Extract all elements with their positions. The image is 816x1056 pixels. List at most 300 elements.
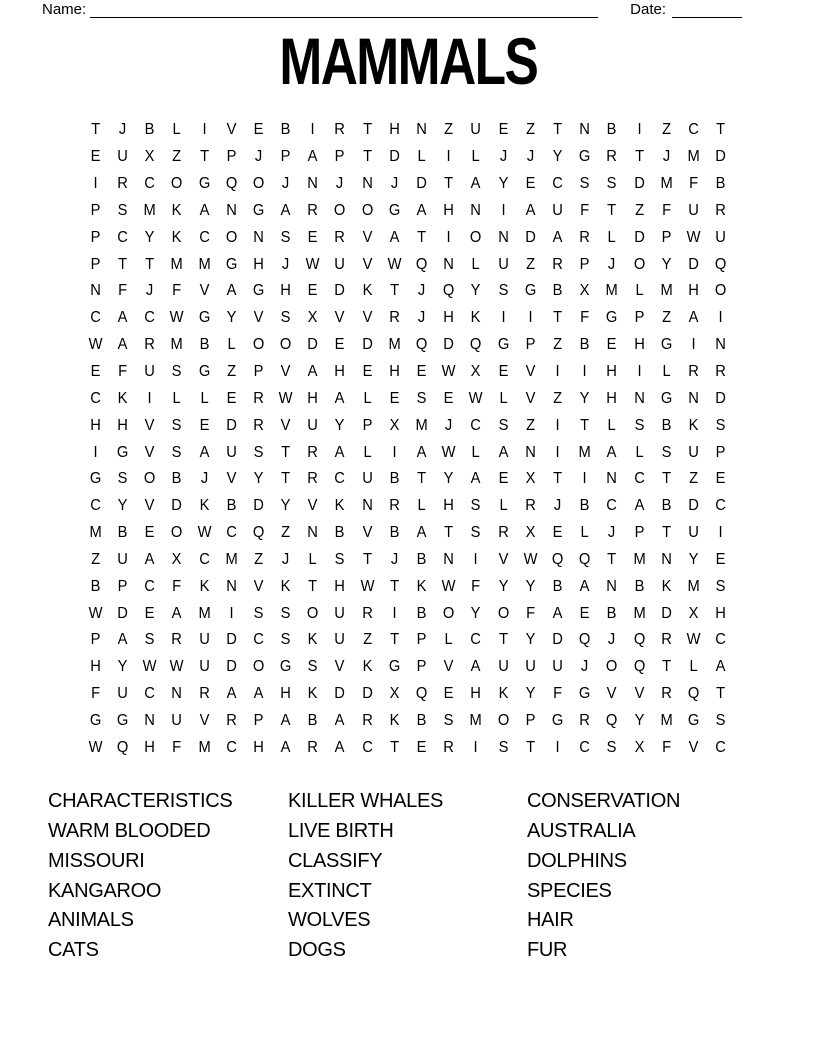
grid-cell-r20-c4: R xyxy=(171,631,183,649)
grid-cell-r2-c6: P xyxy=(226,148,237,166)
word-list-column-1 xyxy=(48,787,288,966)
grid-cell-r19-c16: O xyxy=(497,604,509,622)
grid-cell-r17-c14: N xyxy=(443,550,455,568)
grid-cell-r24-c21: X xyxy=(634,738,644,756)
grid-cell-r2-c13: L xyxy=(417,148,426,166)
grid-cell-r4-c3: M xyxy=(143,201,156,219)
grid-cell-r24-c19: C xyxy=(579,738,591,756)
word-item-kangaroo: KANGAROO xyxy=(48,879,162,902)
grid-cell-r13-c23: U xyxy=(688,443,699,461)
grid-cell-r13-c11: L xyxy=(363,443,372,461)
grid-cell-r5-c14: I xyxy=(446,228,451,246)
grid-cell-r19-c7: S xyxy=(253,604,264,622)
grid-cell-r18-c7: V xyxy=(253,577,264,595)
grid-cell-r24-c4: F xyxy=(172,738,182,756)
grid-cell-r9-c18: Z xyxy=(553,336,563,354)
grid-cell-r23-c3: N xyxy=(144,711,156,729)
grid-cell-r7-c15: Y xyxy=(471,282,481,300)
grid-cell-r23-c24: S xyxy=(715,711,726,729)
grid-cell-r5-c9: E xyxy=(307,228,318,246)
grid-cell-r11-c16: L xyxy=(499,389,508,407)
grid-cell-r6-c24: Q xyxy=(714,255,727,273)
word-item-species: SPECIES xyxy=(527,879,612,902)
grid-cell-r20-c20: J xyxy=(608,631,616,649)
grid-cell-r2-c2: U xyxy=(117,148,128,166)
grid-cell-r16-c22: T xyxy=(661,524,671,542)
grid-cell-r18-c12: T xyxy=(389,577,399,595)
grid-cell-r23-c10: A xyxy=(335,711,345,729)
grid-cell-r21-c5: U xyxy=(198,658,210,676)
grid-cell-r8-c15: K xyxy=(471,309,481,327)
grid-cell-r9-c6: L xyxy=(227,336,236,354)
grid-cell-r14-c7: Y xyxy=(253,470,264,488)
grid-cell-r9-c12: M xyxy=(388,336,401,354)
grid-cell-r16-c14: T xyxy=(444,524,454,542)
grid-cell-r16-c13: A xyxy=(416,524,427,542)
word-item-animals: ANIMALS xyxy=(48,909,134,932)
grid-cell-r8-c5: G xyxy=(198,309,210,327)
grid-cell-r11-c18: Z xyxy=(553,389,563,407)
grid-cell-r22-c13: Q xyxy=(415,685,428,703)
grid-cell-r17-c5: C xyxy=(198,550,210,568)
grid-cell-r7-c16: S xyxy=(498,282,509,300)
grid-cell-r3-c10: J xyxy=(336,175,344,193)
word-item-hair: HAIR xyxy=(527,909,574,932)
grid-cell-r2-c5: T xyxy=(199,148,209,166)
grid-cell-r21-c4: W xyxy=(169,658,184,676)
grid-cell-r20-c6: D xyxy=(225,631,237,649)
grid-cell-r9-c14: D xyxy=(443,336,455,354)
grid-cell-r22-c1: F xyxy=(90,685,100,703)
grid-cell-r5-c6: O xyxy=(225,228,238,246)
grid-cell-r6-c6: G xyxy=(225,255,238,273)
grid-cell-r6-c13: Q xyxy=(415,255,428,273)
word-item-killer-whales: KILLER WHALES xyxy=(288,790,444,813)
grid-cell-r11-c17: V xyxy=(525,389,536,407)
grid-cell-r7-c14: Q xyxy=(443,282,455,300)
page-title: MAMMALS xyxy=(279,24,537,98)
grid-cell-r21-c14: V xyxy=(443,658,454,676)
grid-cell-r8-c1: C xyxy=(90,309,101,327)
grid-cell-r24-c23: V xyxy=(688,738,699,756)
grid-cell-r22-c17: Y xyxy=(525,685,536,703)
grid-cell-r1-c8: B xyxy=(280,121,291,139)
grid-cell-r10-c11: E xyxy=(362,363,373,381)
grid-cell-r10-c13: E xyxy=(416,363,427,381)
grid-cell-r17-c7: Z xyxy=(253,550,263,568)
grid-cell-r14-c14: Y xyxy=(443,470,454,488)
grid-cell-r23-c2: G xyxy=(116,711,129,729)
grid-cell-r6-c5: M xyxy=(197,255,211,273)
grid-cell-r2-c18: Y xyxy=(552,148,563,166)
grid-cell-r24-c7: H xyxy=(253,738,264,756)
grid-cell-r16-c20: J xyxy=(608,524,616,542)
grid-cell-r19-c13: B xyxy=(416,604,427,622)
grid-cell-r20-c14: L xyxy=(444,631,453,649)
grid-cell-r5-c4: K xyxy=(171,228,182,246)
grid-cell-r20-c11: Z xyxy=(362,631,372,649)
grid-cell-r16-c4: O xyxy=(171,524,183,542)
grid-cell-r11-c10: A xyxy=(335,389,345,407)
grid-cell-r18-c23: M xyxy=(687,577,700,595)
grid-cell-r19-c6: I xyxy=(229,604,234,622)
grid-cell-r16-c3: E xyxy=(144,524,155,542)
grid-cell-r6-c14: N xyxy=(443,255,455,273)
grid-cell-r14-c18: T xyxy=(553,470,563,488)
grid-cell-r1-c17: Z xyxy=(525,121,535,139)
grid-cell-r22-c8: H xyxy=(280,685,291,703)
grid-cell-r6-c20: J xyxy=(608,255,616,273)
grid-cell-r2-c24: D xyxy=(715,148,726,166)
grid-cell-r1-c4: L xyxy=(172,121,182,139)
grid-cell-r18-c13: K xyxy=(416,577,427,595)
grid-cell-r9-c8: O xyxy=(279,336,292,354)
grid-cell-r20-c5: U xyxy=(198,631,210,649)
grid-cell-r23-c6: R xyxy=(225,711,237,729)
grid-cell-r24-c24: C xyxy=(715,738,726,756)
grid-cell-r11-c12: E xyxy=(389,389,400,407)
word-item-extinct: EXTINCT xyxy=(288,879,372,902)
grid-cell-r18-c6: N xyxy=(225,577,237,595)
grid-cell-r16-c5: W xyxy=(197,524,212,542)
grid-cell-r4-c9: R xyxy=(307,201,319,219)
grid-cell-r14-c23: Z xyxy=(688,470,698,488)
word-item-missouri: MISSOURI xyxy=(48,849,145,872)
grid-cell-r7-c22: M xyxy=(660,282,673,300)
grid-cell-r24-c11: C xyxy=(361,738,373,756)
grid-cell-r5-c5: C xyxy=(198,228,210,246)
grid-cell-r11-c7: R xyxy=(253,389,264,407)
grid-cell-r19-c8: S xyxy=(280,604,291,622)
grid-cell-r5-c22: P xyxy=(661,228,672,246)
grid-cell-r11-c4: L xyxy=(172,389,182,407)
grid-cell-r2-c20: R xyxy=(606,148,618,166)
grid-cell-r12-c20: L xyxy=(607,416,617,434)
grid-cell-r24-c13: E xyxy=(416,738,427,756)
grid-cell-r10-c5: G xyxy=(198,363,210,381)
grid-cell-r19-c18: A xyxy=(552,604,563,622)
grid-cell-r22-c20: V xyxy=(606,685,617,703)
grid-cell-r3-c14: T xyxy=(444,175,454,193)
grid-cell-r10-c8: V xyxy=(280,363,291,381)
grid-cell-r16-c9: N xyxy=(307,524,319,542)
grid-cell-r14-c21: C xyxy=(633,470,645,488)
grid-cell-r7-c13: J xyxy=(417,282,426,300)
grid-cell-r7-c11: K xyxy=(362,282,373,300)
grid-cell-r3-c16: Y xyxy=(498,175,509,193)
grid-cell-r15-c17: R xyxy=(525,497,536,515)
grid-cell-r10-c24: R xyxy=(715,363,726,381)
grid-cell-r10-c20: H xyxy=(606,363,618,381)
grid-cell-r18-c2: P xyxy=(117,577,128,595)
grid-cell-r20-c22: R xyxy=(660,631,672,649)
grid-cell-r17-c22: N xyxy=(660,550,672,568)
grid-cell-r13-c5: A xyxy=(199,443,209,461)
grid-cell-r19-c14: O xyxy=(443,604,455,622)
grid-cell-r3-c20: S xyxy=(606,175,617,193)
grid-cell-r1-c1: T xyxy=(90,121,100,139)
grid-cell-r3-c3: C xyxy=(144,175,156,193)
grid-cell-r24-c3: H xyxy=(144,738,156,756)
grid-cell-r12-c15: C xyxy=(470,416,482,434)
grid-cell-r20-c12: T xyxy=(389,631,399,649)
grid-cell-r5-c8: S xyxy=(280,228,291,246)
grid-cell-r1-c19: N xyxy=(579,121,591,139)
grid-cell-r13-c22: S xyxy=(661,443,672,461)
grid-cell-r9-c4: M xyxy=(170,336,184,354)
grid-cell-r6-c19: P xyxy=(579,255,590,273)
grid-cell-r5-c24: U xyxy=(715,228,726,246)
grid-cell-r12-c22: B xyxy=(661,416,672,434)
grid-cell-r24-c12: T xyxy=(389,738,399,756)
grid-cell-r19-c12: I xyxy=(392,604,397,622)
grid-cell-r13-c20: A xyxy=(606,443,617,461)
grid-cell-r14-c5: J xyxy=(200,470,208,488)
grid-cell-r3-c12: J xyxy=(390,175,399,193)
grid-cell-r1-c5: I xyxy=(202,121,207,139)
grid-cell-r11-c6: E xyxy=(226,389,237,407)
grid-cell-r4-c10: O xyxy=(334,201,346,219)
grid-cell-r20-c7: C xyxy=(253,631,264,649)
grid-cell-r11-c15: W xyxy=(469,389,483,407)
grid-cell-r21-c12: G xyxy=(388,658,401,676)
grid-cell-r3-c9: N xyxy=(307,175,319,193)
grid-cell-r13-c6: U xyxy=(225,443,237,461)
grid-cell-r11-c14: E xyxy=(443,389,454,407)
grid-cell-r6-c12: W xyxy=(387,255,402,273)
grid-cell-r15-c23: D xyxy=(688,497,699,515)
grid-cell-r9-c20: E xyxy=(606,336,617,354)
grid-cell-r19-c5: M xyxy=(197,604,211,622)
grid-cell-r12-c7: R xyxy=(253,416,264,434)
grid-cell-r16-c23: U xyxy=(688,524,699,542)
grid-cell-r12-c24: S xyxy=(715,416,726,434)
word-search-grid xyxy=(82,117,735,761)
word-item-cats: CATS xyxy=(48,939,99,962)
grid-cell-r2-c9: A xyxy=(307,148,318,166)
grid-cell-r1-c3: B xyxy=(144,121,155,139)
grid-cell-r24-c20: S xyxy=(606,738,617,756)
grid-cell-r3-c18: C xyxy=(552,175,563,193)
grid-cell-r10-c17: V xyxy=(525,363,536,381)
grid-cell-r2-c10: P xyxy=(335,148,345,166)
grid-cell-r22-c21: V xyxy=(634,685,644,703)
grid-cell-r5-c20: L xyxy=(607,228,617,246)
grid-cell-r15-c24: C xyxy=(715,497,726,515)
grid-cell-r21-c11: K xyxy=(362,658,373,676)
grid-cell-r18-c24: S xyxy=(715,577,726,595)
grid-cell-r19-c1: W xyxy=(88,604,103,622)
grid-cell-r12-c5: E xyxy=(199,416,209,434)
grid-cell-r17-c23: Y xyxy=(688,550,699,568)
grid-cell-r21-c10: V xyxy=(335,658,345,676)
grid-cell-r13-c9: R xyxy=(307,443,319,461)
grid-cell-r20-c10: U xyxy=(334,631,346,649)
grid-cell-r16-c15: S xyxy=(471,524,481,542)
grid-cell-r2-c21: T xyxy=(634,148,644,166)
grid-cell-r13-c16: A xyxy=(498,443,509,461)
grid-cell-r19-c15: Y xyxy=(471,604,481,622)
grid-cell-r1-c12: H xyxy=(389,121,400,139)
grid-cell-r4-c20: T xyxy=(607,201,617,219)
grid-cell-r1-c18: T xyxy=(553,121,563,139)
grid-cell-r2-c4: Z xyxy=(172,148,182,166)
grid-cell-r23-c9: B xyxy=(307,711,318,729)
grid-cell-r4-c17: A xyxy=(525,201,536,219)
grid-cell-r21-c8: G xyxy=(279,658,292,676)
grid-cell-r7-c9: E xyxy=(307,282,318,300)
grid-cell-r8-c2: A xyxy=(117,309,128,327)
grid-cell-r5-c3: Y xyxy=(144,228,155,246)
grid-cell-r22-c2: U xyxy=(117,685,128,703)
grid-cell-r12-c8: V xyxy=(280,416,291,434)
grid-cell-r18-c5: K xyxy=(199,577,209,595)
grid-cell-r23-c5: V xyxy=(199,711,209,729)
grid-cell-r10-c7: P xyxy=(253,363,264,381)
grid-cell-r17-c11: T xyxy=(362,550,372,568)
grid-cell-r18-c8: K xyxy=(280,577,291,595)
grid-cell-r15-c20: C xyxy=(606,497,618,515)
grid-cell-r13-c14: W xyxy=(441,443,456,461)
grid-cell-r24-c16: S xyxy=(498,738,509,756)
grid-cell-r21-c21: Q xyxy=(633,658,645,676)
grid-cell-r14-c11: U xyxy=(361,470,373,488)
grid-cell-r22-c14: E xyxy=(443,685,454,703)
date-blank-line xyxy=(672,3,742,18)
grid-cell-r19-c11: R xyxy=(361,604,373,622)
word-item-australia: AUSTRALIA xyxy=(527,820,636,843)
grid-cell-r15-c22: B xyxy=(661,497,672,515)
grid-cell-r8-c22: Z xyxy=(661,309,671,327)
grid-cell-r7-c6: A xyxy=(226,282,237,300)
grid-cell-r7-c18: B xyxy=(552,282,563,300)
grid-cell-r10-c3: U xyxy=(144,363,156,381)
grid-cell-r7-c17: G xyxy=(524,282,537,300)
grid-cell-r23-c7: P xyxy=(253,711,264,729)
word-item-classify: CLASSIFY xyxy=(288,849,383,872)
grid-cell-r12-c23: K xyxy=(688,416,699,434)
grid-cell-r1-c22: Z xyxy=(661,121,671,139)
grid-cell-r10-c10: H xyxy=(334,363,346,381)
grid-cell-r8-c18: T xyxy=(553,309,563,327)
grid-cell-r11-c8: W xyxy=(278,389,293,407)
grid-cell-r4-c1: P xyxy=(90,201,101,219)
grid-cell-r6-c10: U xyxy=(334,255,346,273)
grid-cell-r20-c15: C xyxy=(470,631,482,649)
grid-cell-r23-c13: B xyxy=(416,711,427,729)
grid-cell-r19-c10: U xyxy=(334,604,346,622)
grid-cell-r8-c10: V xyxy=(335,309,345,327)
grid-cell-r6-c21: O xyxy=(633,255,645,273)
grid-cell-r12-c3: V xyxy=(144,416,155,434)
grid-cell-r21-c2: Y xyxy=(117,658,128,676)
grid-cell-r17-c15: I xyxy=(473,550,479,568)
grid-cell-r14-c4: B xyxy=(171,470,182,488)
grid-cell-r24-c10: A xyxy=(335,738,345,756)
grid-cell-r5-c13: T xyxy=(417,228,427,246)
grid-cell-r17-c9: L xyxy=(308,550,317,568)
grid-cell-r22-c12: X xyxy=(389,685,400,703)
word-list-column-2 xyxy=(288,787,527,966)
grid-cell-r14-c19: I xyxy=(582,470,587,488)
grid-cell-r10-c9: A xyxy=(307,363,318,381)
grid-cell-r16-c18: E xyxy=(552,524,563,542)
grid-cell-r7-c4: F xyxy=(172,282,182,300)
grid-cell-r16-c6: C xyxy=(225,524,237,542)
grid-cell-r9-c13: Q xyxy=(415,336,428,354)
grid-cell-r3-c4: O xyxy=(171,175,183,193)
grid-cell-r13-c12: I xyxy=(392,443,397,461)
grid-cell-r21-c22: T xyxy=(661,658,671,676)
grid-cell-r6-c1: P xyxy=(90,255,101,273)
grid-cell-r7-c24: O xyxy=(714,282,727,300)
grid-cell-r14-c9: R xyxy=(307,470,319,488)
grid-cell-r15-c5: K xyxy=(199,497,209,515)
grid-cell-r24-c17: T xyxy=(525,738,535,756)
grid-cell-r22-c16: K xyxy=(498,685,509,703)
grid-cell-r22-c23: Q xyxy=(687,685,700,703)
grid-cell-r6-c4: M xyxy=(170,255,184,273)
grid-cell-r4-c18: U xyxy=(552,201,563,219)
grid-cell-r22-c18: F xyxy=(553,685,563,703)
grid-cell-r11-c9: H xyxy=(307,389,319,407)
grid-cell-r5-c7: N xyxy=(253,228,264,246)
grid-cell-r12-c9: U xyxy=(307,416,319,434)
grid-cell-r6-c18: R xyxy=(552,255,563,273)
grid-cell-r3-c23: F xyxy=(688,175,698,193)
grid-cell-r21-c15: A xyxy=(471,658,481,676)
grid-cell-r18-c14: W xyxy=(441,577,456,595)
grid-cell-r3-c21: D xyxy=(633,175,645,193)
grid-cell-r9-c2: A xyxy=(117,336,128,354)
grid-cell-r21-c17: U xyxy=(525,658,536,676)
grid-cell-r10-c4: S xyxy=(171,363,182,381)
grid-cell-r12-c2: H xyxy=(117,416,128,434)
grid-cell-r24-c9: R xyxy=(307,738,319,756)
grid-cell-r22-c6: A xyxy=(226,685,237,703)
grid-cell-r4-c8: A xyxy=(280,201,291,219)
grid-cell-r17-c19: Q xyxy=(578,550,591,568)
grid-cell-r7-c1: N xyxy=(90,282,101,300)
grid-cell-r5-c16: N xyxy=(497,228,509,246)
grid-cell-r22-c10: D xyxy=(334,685,346,703)
grid-cell-r8-c4: W xyxy=(169,309,184,327)
grid-cell-r12-c16: S xyxy=(498,416,509,434)
grid-cell-r10-c16: E xyxy=(498,363,509,381)
grid-cell-r22-c5: R xyxy=(198,685,210,703)
grid-cell-r13-c3: V xyxy=(144,443,155,461)
grid-cell-r21-c18: U xyxy=(552,658,563,676)
date-label: Date: xyxy=(630,1,666,18)
grid-cell-r6-c16: U xyxy=(497,255,509,273)
grid-cell-r1-c15: U xyxy=(470,121,482,139)
grid-cell-r20-c23: W xyxy=(686,631,701,649)
grid-cell-r9-c24: N xyxy=(715,336,726,354)
grid-cell-r8-c7: V xyxy=(253,309,264,327)
grid-cell-r15-c9: V xyxy=(307,497,318,515)
grid-cell-r17-c16: V xyxy=(498,550,509,568)
grid-cell-r10-c6: Z xyxy=(226,363,236,381)
word-item-dolphins: DOLPHINS xyxy=(527,849,627,872)
grid-cell-r16-c21: P xyxy=(634,524,644,542)
grid-cell-r9-c21: H xyxy=(633,336,645,354)
grid-cell-r2-c12: D xyxy=(389,148,400,166)
grid-cell-r16-c8: Z xyxy=(281,524,291,542)
grid-cell-r5-c12: A xyxy=(389,228,400,246)
grid-cell-r16-c17: X xyxy=(525,524,536,542)
grid-cell-r18-c16: Y xyxy=(498,577,509,595)
word-item-warm-blooded: WARM BLOODED xyxy=(48,820,211,843)
